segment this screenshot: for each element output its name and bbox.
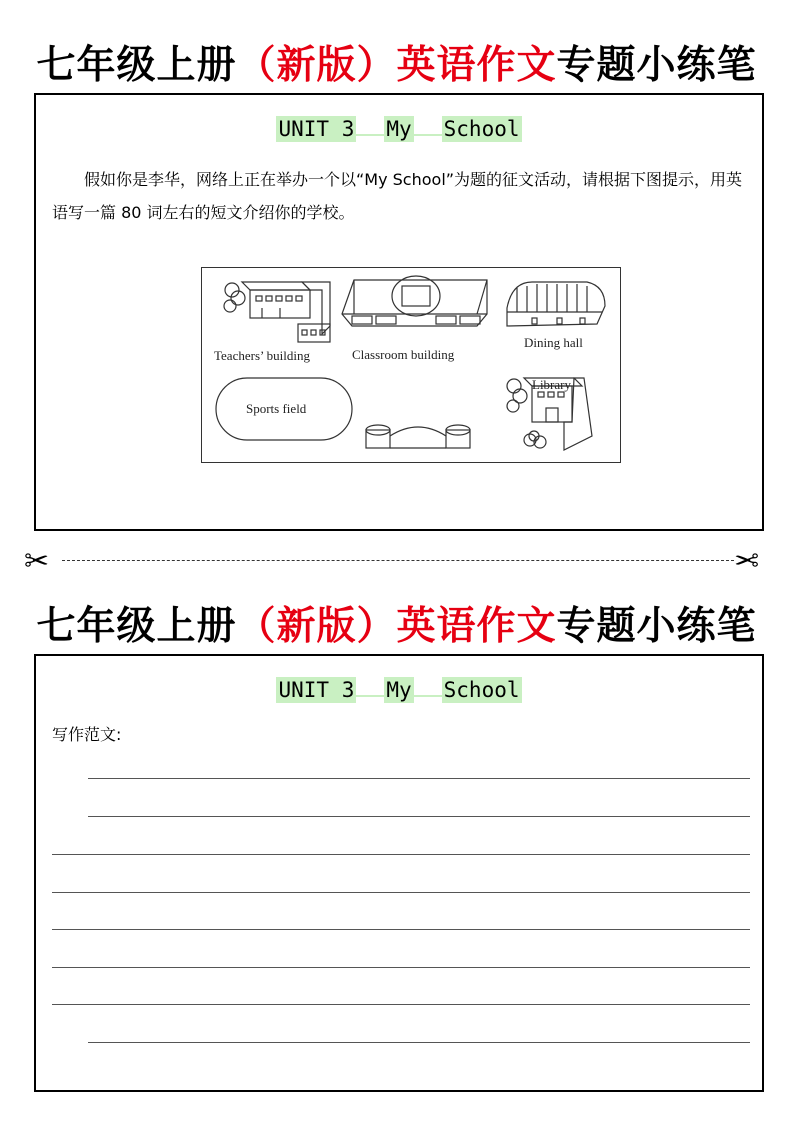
classroom-building-drawing xyxy=(342,276,487,326)
title-part-black: 七年级上册 xyxy=(36,604,237,649)
writing-line[interactable] xyxy=(52,967,750,968)
unit-number: UNIT 3 xyxy=(278,117,355,141)
writing-card xyxy=(34,654,764,1092)
unit-title-word: School xyxy=(443,678,520,702)
dining-hall-drawing xyxy=(507,282,605,326)
label-dining-hall: Dining hall xyxy=(524,335,583,350)
unit-title-word: My xyxy=(386,678,412,702)
writing-prompt: 假如你是李华，网络上正在举办一个以“My School”为题的征文活动，请根据下图提示，用英语写一篇 80 词左右的短文介绍你的学校。 xyxy=(52,170,743,222)
cut-line xyxy=(62,560,734,561)
label-teachers-building: Teachers’ building xyxy=(214,348,310,363)
writing-line[interactable] xyxy=(52,892,750,893)
title-part-black: 七年级上册 xyxy=(36,43,237,88)
title-part-red: （新版）英语作文 xyxy=(236,604,557,649)
unit-title-word: My xyxy=(386,117,412,141)
scissors-icon: ✂ xyxy=(24,544,50,579)
label-library: Library xyxy=(532,377,571,392)
prompt-card xyxy=(34,93,764,531)
writing-line[interactable] xyxy=(88,816,750,817)
teachers-building-drawing xyxy=(224,282,330,342)
page-title-bottom xyxy=(0,604,793,649)
writing-line[interactable] xyxy=(88,778,750,779)
writing-line[interactable] xyxy=(52,929,750,930)
writing-line[interactable] xyxy=(52,1004,750,1005)
school-gate-drawing xyxy=(366,425,470,448)
school-map-figure xyxy=(201,267,621,463)
title-part-red: （新版）英语作文 xyxy=(236,43,557,88)
writing-line[interactable] xyxy=(88,1042,750,1043)
title-part-black: 专题小练笔 xyxy=(556,43,757,88)
label-classroom-building: Classroom building xyxy=(352,347,455,362)
label-sports-field: Sports field xyxy=(246,401,307,416)
writing-line[interactable] xyxy=(52,854,750,855)
school-map-drawing xyxy=(202,268,622,464)
scissors-icon: ✂ xyxy=(734,544,760,579)
unit-heading xyxy=(36,678,762,702)
sample-essay-label: 写作范文: xyxy=(52,725,122,744)
unit-title-word: School xyxy=(443,117,520,141)
page-title-top xyxy=(0,43,793,88)
unit-number: UNIT 3 xyxy=(278,678,355,702)
unit-heading xyxy=(36,117,762,141)
title-part-black: 专题小练笔 xyxy=(556,604,757,649)
